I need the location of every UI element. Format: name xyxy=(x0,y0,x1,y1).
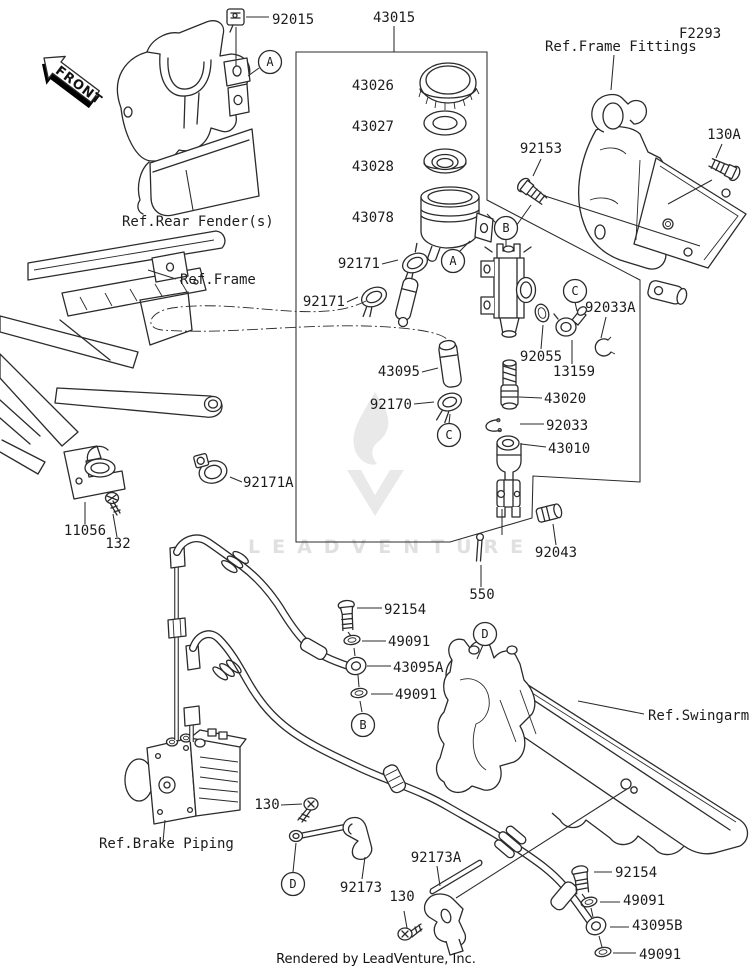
watermark-shield-icon xyxy=(347,470,404,516)
svg-text:B: B xyxy=(359,718,367,732)
part-43020-valve-drawing[interactable] xyxy=(501,360,518,409)
part-130-screw-left-drawing[interactable] xyxy=(298,798,318,822)
ref-brake-piping-label[interactable]: Ref.Brake Piping xyxy=(99,836,234,852)
part-92154-bolt-upper-drawing[interactable] xyxy=(338,600,357,631)
part-label-92033[interactable]: 92033 xyxy=(546,418,589,434)
callout-D-clamp[interactable] xyxy=(282,873,305,896)
front-arrow-label: FRONT xyxy=(52,63,105,109)
part-label-92171A[interactable]: 92171A xyxy=(243,475,294,491)
part-label-49091-upper1[interactable]: 49091 xyxy=(388,634,431,650)
swingarm-drawing xyxy=(437,639,748,854)
ref-swingarm-label[interactable]: Ref.Swingarm xyxy=(648,708,750,724)
part-label-92055[interactable]: 92055 xyxy=(519,349,563,365)
ref-rear-fender-label[interactable]: Ref.Rear Fender(s) xyxy=(122,214,274,230)
bleed-tube-drawing xyxy=(394,277,419,327)
part-label-130A[interactable]: 130A xyxy=(707,127,741,143)
part-92033A-ring-drawing[interactable] xyxy=(595,337,615,356)
part-43010-piston-drawing[interactable] xyxy=(497,436,521,517)
part-label-43020[interactable]: 43020 xyxy=(544,391,587,407)
abs-unit-drawing xyxy=(125,729,246,824)
part-label-43095A[interactable]: 43095A xyxy=(393,660,444,676)
assembly-box xyxy=(296,52,640,542)
rear-fender-drawing xyxy=(117,21,259,216)
callout-B-hose[interactable] xyxy=(352,714,375,737)
part-label-43095[interactable]: 43095 xyxy=(377,364,420,380)
part-13159-joint-drawing[interactable] xyxy=(554,305,588,336)
part-label-13159[interactable]: 13159 xyxy=(552,364,596,380)
part-label-92171-upper[interactable]: 92171 xyxy=(337,256,380,272)
part-49091-washer-lower1-drawing[interactable] xyxy=(580,896,598,909)
ref-frame-label[interactable]: Ref.Frame xyxy=(180,272,256,288)
part-label-92033A[interactable]: 92033A xyxy=(585,300,636,316)
part-92171A-clamp-drawing[interactable] xyxy=(193,449,229,486)
callout-D-swingarm[interactable] xyxy=(474,623,497,646)
svg-text:C: C xyxy=(445,428,453,442)
callout-B-cylinder[interactable] xyxy=(495,217,518,240)
svg-text:D: D xyxy=(481,627,489,641)
part-label-43010[interactable]: 43010 xyxy=(548,441,591,457)
part-label-43095B[interactable]: 43095B xyxy=(632,918,683,934)
part-11056-bracket-drawing[interactable] xyxy=(64,446,125,499)
part-43095A-banjo-drawing[interactable] xyxy=(344,655,368,677)
part-92043-pin-drawing[interactable] xyxy=(536,503,563,523)
part-label-132[interactable]: 132 xyxy=(105,536,131,552)
part-label-43027[interactable]: 43027 xyxy=(351,119,394,135)
part-master-cylinder-drawing[interactable] xyxy=(481,244,536,337)
part-49091-washer-upper2-drawing[interactable] xyxy=(350,687,367,698)
callout-C-joint[interactable] xyxy=(564,280,587,303)
part-label-92153[interactable]: 92153 xyxy=(519,141,563,157)
svg-text:B: B xyxy=(502,221,510,235)
part-43027-gasket-drawing[interactable] xyxy=(424,111,466,135)
part-43095-hose-drawing[interactable] xyxy=(438,339,462,388)
part-92033-snapring-drawing[interactable] xyxy=(485,418,501,433)
callout-A-fender[interactable] xyxy=(259,51,282,74)
part-label-550[interactable]: 550 xyxy=(469,587,495,603)
part-43026-cap-drawing[interactable] xyxy=(419,63,479,110)
watermark-text: LEADVENTURE xyxy=(248,536,536,558)
part-label-92171-lower[interactable]: 92171 xyxy=(302,294,345,310)
part-label-92173A[interactable]: 92173A xyxy=(410,850,462,866)
part-label-11056[interactable]: 11056 xyxy=(63,523,107,539)
part-130-screw-bottom-drawing[interactable] xyxy=(398,924,422,940)
part-label-43028[interactable]: 43028 xyxy=(351,159,394,175)
front-arrow xyxy=(32,47,110,117)
footer-credit: Rendered by LeadVenture, Inc. xyxy=(276,952,476,967)
part-label-92043[interactable]: 92043 xyxy=(534,545,578,561)
part-130A-bolt-drawing[interactable] xyxy=(708,156,742,183)
part-label-43026[interactable]: 43026 xyxy=(351,78,394,94)
part-132-bolt-drawing[interactable] xyxy=(106,493,121,516)
part-label-43015[interactable]: 43015 xyxy=(373,10,416,26)
svg-text:A: A xyxy=(449,254,457,268)
part-label-92154-upper[interactable]: 92154 xyxy=(384,602,427,618)
part-label-43078[interactable]: 43078 xyxy=(351,210,394,226)
part-label-130-bottom[interactable]: 130 xyxy=(389,889,415,905)
part-label-92173[interactable]: 92173 xyxy=(339,880,383,896)
callout-C-clamp[interactable] xyxy=(438,424,461,447)
part-49091-washer-lower2-drawing[interactable] xyxy=(594,946,611,958)
part-label-92154-lower[interactable]: 92154 xyxy=(615,865,658,881)
part-label-49091-lower1[interactable]: 49091 xyxy=(623,893,666,909)
page-code: F2293 xyxy=(679,26,722,42)
part-49091-washer-upper1-drawing[interactable] xyxy=(343,634,360,645)
part-92153-bolt-drawing[interactable] xyxy=(515,176,549,207)
svg-text:A: A xyxy=(266,55,274,69)
part-43028-diaphragm-drawing[interactable] xyxy=(424,149,466,173)
part-92173A-bracket-drawing[interactable] xyxy=(425,860,482,955)
part-label-92015[interactable]: 92015 xyxy=(272,12,315,28)
part-92055-oring-drawing[interactable] xyxy=(533,302,551,323)
part-label-92170[interactable]: 92170 xyxy=(369,397,412,413)
part-label-130-left[interactable]: 130 xyxy=(254,797,280,813)
part-92170-clamp-drawing[interactable] xyxy=(430,390,467,424)
part-92171-clamp-lower-drawing[interactable] xyxy=(354,283,393,319)
callout-circles xyxy=(259,51,587,896)
part-92173-clamp-drawing[interactable] xyxy=(290,818,372,860)
svg-text:C: C xyxy=(571,284,579,298)
part-label-49091-lower2[interactable]: 49091 xyxy=(639,947,682,963)
callout-A-reservoir[interactable] xyxy=(442,250,465,273)
frame-drawing xyxy=(0,231,225,474)
part-label-49091-upper2[interactable]: 49091 xyxy=(395,687,438,703)
ref-frame-fittings-label[interactable]: Ref.Frame Fittings xyxy=(545,39,697,55)
svg-text:D: D xyxy=(289,877,297,891)
